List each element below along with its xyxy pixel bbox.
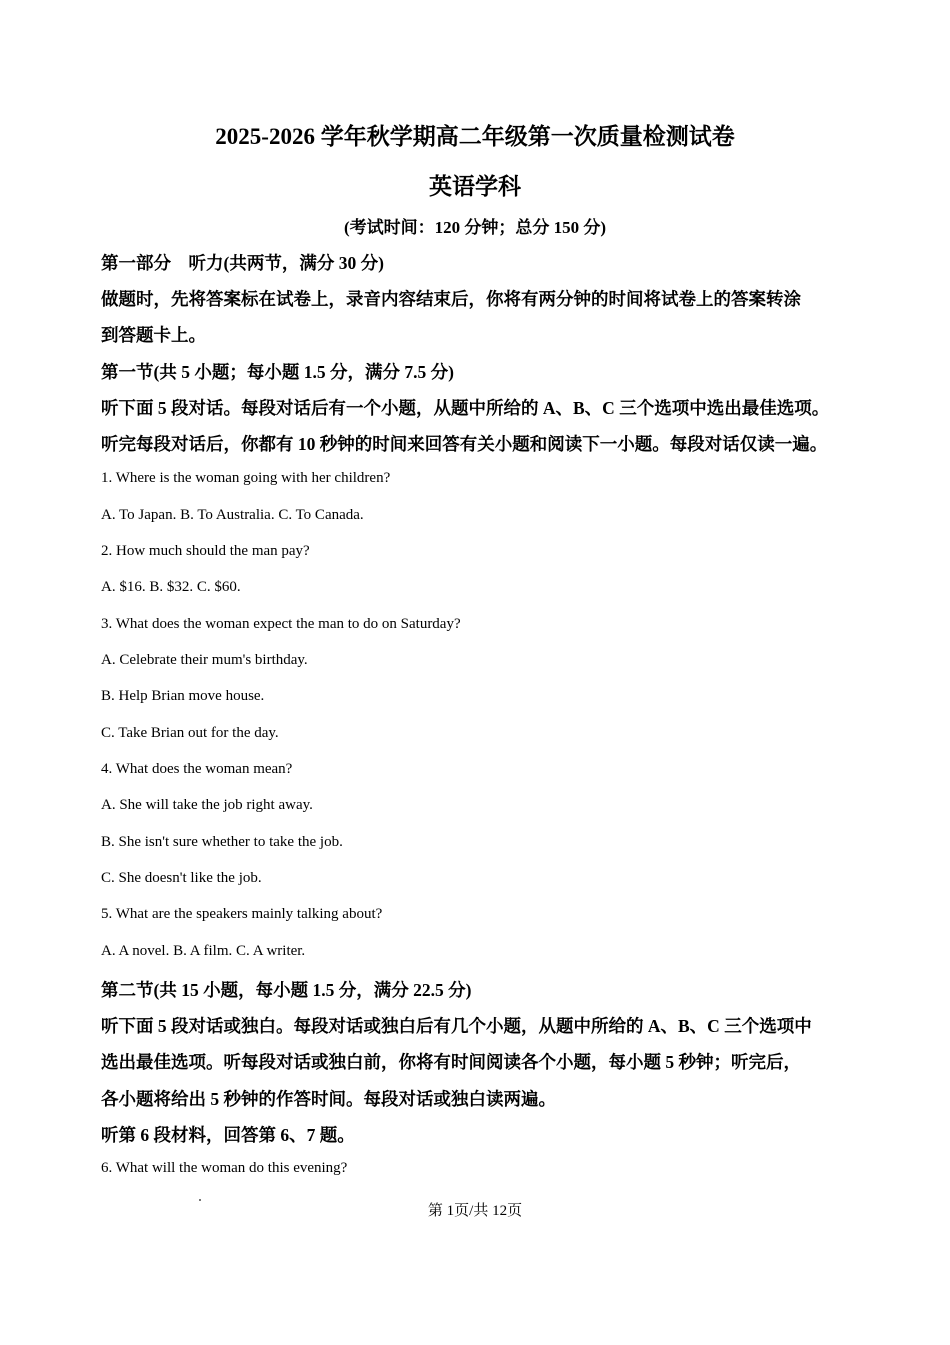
question-2: 2. How much should the man pay? [101,543,310,559]
question-5-options: A. A novel. B. A film. C. A writer. [101,943,306,959]
section2-instruction-line1: 听下面 5 段对话或独白。每段对话或独白后有几个小题，从题中所给的 A、B、C 三个选项中 [101,1016,812,1036]
exam-title: 2025-2026 学年秋学期高二年级第一次质量检测试卷 [215,124,735,149]
question-4: 4. What does the woman mean? [101,761,293,777]
question-3-option-c: C. Take Brian out for the day. [101,725,279,741]
material-6-heading: 听第 6 段材料，回答第 6、7 题。 [101,1125,355,1145]
question-3-option-b: B. Help Brian move house. [101,688,265,704]
subject-title: 英语学科 [429,174,521,199]
section1-instruction-line1: 听下面 5 段对话。每段对话后有一个小题，从题中所给的 A、B、C 三个选项中选出最佳选项。 [101,398,830,418]
section2-instruction-line3: 各小题将给出 5 秒钟的作答时间。每段对话或独白读两遍。 [101,1089,556,1109]
question-4-option-a: A. She will take the job right away. [101,797,313,813]
part1-heading: 第一部分 听力(共两节，满分 30 分) [101,253,384,273]
section1-instruction-line2: 听完每段对话后，你都有 10 秒钟的时间来回答有关小题和阅读下一小题。每段对话仅读一遍。 [101,434,828,454]
section2-instruction-line2: 选出最佳选项。听每段对话或独白前，你将有时间阅读各个小题，每小题 5 秒钟；听完后， [101,1052,801,1072]
part1-instruction-line2: 到答题卡上。 [101,325,206,345]
question-3-option-a: A. Celebrate their mum's birthday. [101,652,308,668]
exam-info: (考试时间：120 分钟；总分 150 分) [343,218,607,237]
question-1: 1. Where is the woman going with her children? [101,470,391,486]
question-4-option-b: B. She isn't sure whether to take the job. [101,834,343,850]
question-2-options: A. $16. B. $32. C. $60. [101,579,241,595]
question-3: 3. What does the woman expect the man to do on Saturday? [101,616,461,632]
question-1-options: A. To Japan. B. To Australia. C. To Canada. [101,507,364,523]
page-footer: 第 1页/共 12页 [427,1203,523,1219]
question-6: 6. What will the woman do this evening? [101,1160,348,1176]
question-4-option-c: C. She doesn't like the job. [101,870,262,886]
section2-heading: 第二节(共 15 小题，每小题 1.5 分，满分 22.5 分) [101,980,472,1000]
part1-instruction-line1: 做题时，先将答案标在试卷上，录音内容结束后，你将有两分钟的时间将试卷上的答案转涂 [101,289,801,309]
section1-heading: 第一节(共 5 小题；每小题 1.5 分，满分 7.5 分) [101,362,454,382]
question-5: 5. What are the speakers mainly talking about? [101,906,383,922]
